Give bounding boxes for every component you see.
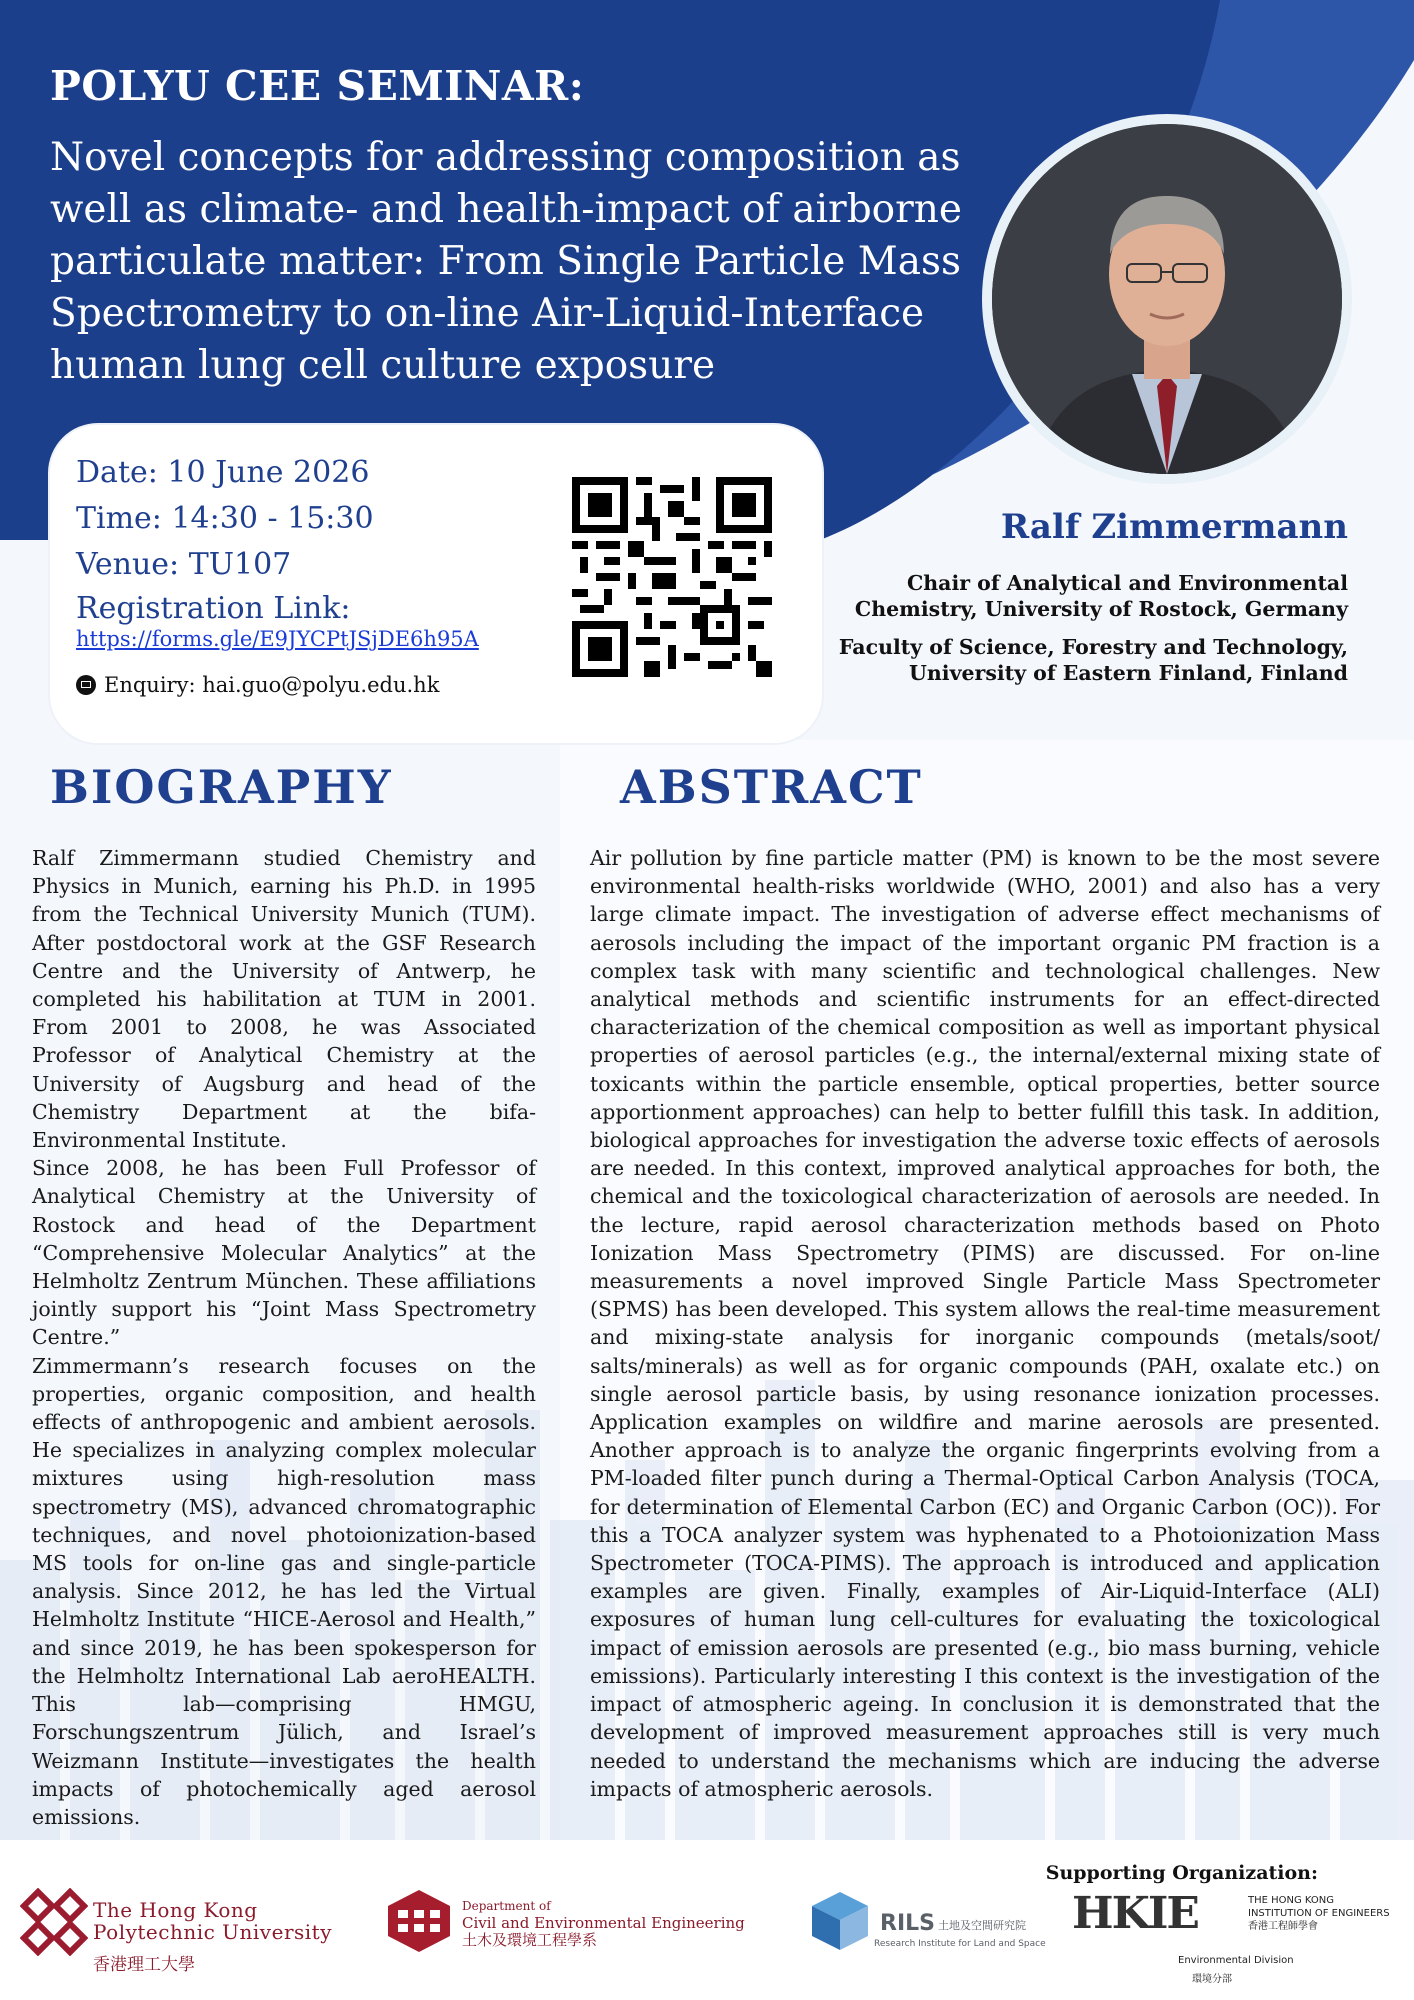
qr-code-icon[interactable]: [572, 477, 772, 677]
biography-paragraph-2: Since 2008, he has been Full Professor of Analytical Chemistry at the University of Rostock and head of the Department “Comprehensive Molecular Analytics” at the Helmholtz Zentrum München. These affiliations jointly support his “Joint Mass Spectrometry Centre.”: [32, 1156, 536, 1350]
hkie-division-cn: 環境分部: [1192, 1974, 1232, 1985]
abstract-heading: ABSTRACT: [620, 760, 923, 814]
seminar-title: Novel concepts for addressing composition as well as climate- and health-impact of airborne particulate matter: From Single Particle Mass Spectrometry to on-line Air-Liquid-Interface human lung cell culture exposure: [50, 135, 962, 388]
supporting-organization-label: Supporting Organization:: [1045, 1862, 1318, 1884]
biography-paragraph-1: Ralf Zimmermann studied Chemistry and Physics in Munich, earning his Ph.D. in 1995 from the Technical University Munich (TUM). After postdoctoral work at the GSF Research Centre and the University of Antwerp, he completed his habilitation at TUM in 2001. From 2001 to 2008, he was Associated Professor of Analytical Chemistry at the University of Augsburg and head of the Chemistry Department at the bifa-Environmental Institute.: [32, 846, 536, 1153]
hkie-name-line-1: THE HONG KONG: [1248, 1895, 1335, 1906]
event-time: Time: 14:30 - 15:30: [76, 501, 374, 536]
speaker-photo: [992, 124, 1342, 474]
biography-text: [32, 844, 536, 1831]
hkie-name-cn: 香港工程師學會: [1248, 1921, 1318, 1932]
event-venue: Venue: TU107: [76, 547, 292, 582]
speaker-name: Ralf Zimmermann: [1000, 507, 1348, 547]
speaker-affiliation-1-line-1: Chair of Analytical and Environmental: [906, 571, 1348, 595]
biography-paragraph-3: Zimmermann’s research focuses on the properties, organic composition, and health effects of anthropogenic and ambient aerosols. He specializes in analyzing complex molecular mixtures using high-resolution mass spectrometry (MS), advanced chromatographic techniques, and novel photoionization-based MS tools for on-line gas and single-particle analysis. Since 2012, he has led the Virtual Helmholtz Institute “HICE-Aerosol and Health,” and since 2019, he has been spokesperson for the Helmholtz International Lab aeroHEALTH. This lab—comprising HMGU, Forschungszentrum Jülich, and Israel’s Weizmann Institute—investigates the health impacts of photochemically aged aerosol emissions.: [32, 1353, 536, 1829]
rils-name: RILS: [880, 1911, 935, 1936]
rils-subtitle: Research Institute for Land and Space: [874, 1939, 1046, 1949]
seminar-label: POLYU CEE SEMINAR:: [50, 62, 585, 110]
registration-label: Registration Link:: [76, 591, 351, 626]
biography-heading: BIOGRAPHY: [50, 760, 393, 814]
rils-logo-icon: [810, 1890, 870, 1952]
speaker-affiliation-1-line-2: Chemistry, University of Rostock, Germany: [854, 597, 1348, 621]
hkie-name: [1248, 1894, 1390, 1933]
hkie-logo-icon: HKIE: [1072, 1888, 1198, 1939]
enquiry-text: Enquiry: hai.guo@polyu.edu.hk: [104, 673, 440, 697]
abstract-text: [590, 844, 1380, 1803]
mail-icon: [76, 675, 96, 695]
cee-department-name: Civil and Environmental Engineering: [462, 1914, 745, 1932]
polyu-name: [93, 1899, 332, 1943]
hkie-name-line-2: INSTITUTION OF ENGINEERS: [1248, 1908, 1390, 1919]
speaker-affiliation-2-line-1: Faculty of Science, Forestry and Technology,: [838, 635, 1348, 659]
cee-department-of: Department of: [462, 1899, 551, 1913]
polyu-name-cn: 香港理工大學: [93, 1955, 195, 1975]
enquiry: [76, 673, 439, 697]
event-info-card: [50, 425, 822, 743]
hkie-division: Environmental Division: [1178, 1955, 1294, 1966]
cee-department-cn: 土木及環境工程學系: [462, 1931, 598, 1949]
abstract-paragraph: Air pollution by fine particle matter (PM) is known to be the most severe environmental health-risks worldwide (WHO, 2001) and also has a very large climate impact. The investigation of adverse effect mechanisms of aerosols including the impact of the important organic PM fraction is a complex task with many scientific and technological challenges. New analytical methods and scientific instruments for an effect-directed characterization of the chemical composition as well as important physical properties of aerosol particles (e.g., the internal/external mixing state of toxicants within the particle ensemble, optical properties, better source apportionment approaches) can help to better fulfill this task. In addition, biological approaches for investigation the adverse toxic effects of aerosols are needed. In this context, improved analytical approaches for both, the chemical and the toxicological characterization of aerosols are needed. In the lecture, rapid aerosol characterization methods based on Photo Ionization Mass Spectrometry (PIMS) are discussed. For on-line measurements a novel improved Single Particle Mass Spectrometer (SPMS) has been developed. This system allows the real-time measurement and mixing-state analysis for inorganic compounds (metals/soot/ salts/minerals) as well as for organic compounds (PAH, oxalate etc.) on single aerosol particle basis, by using resonance ionization processes. Application examples on wildfire and marine aerosols are presented. Another approach is to analyze the organic fingerprints evolving from a PM-loaded filter punch during a Thermal-Optical Carbon Analysis (TOCA, for determination of Elemental Carbon (EC) and Organic Carbon (OC)). For this a TOCA analyzer system was hyphenated to a Photoionization Mass Spectrometer (TOCA-PIMS). The approach is introduced and application examples are given. Finally, examples of Air-Liquid-Interface (ALI) exposures of human lung cell-cultures for evaluating the toxicological impact of emission aerosols are presented (e.g., bio mass burning, vehicle emissions). Particularly interesting I this context is the investigation of the impact of atmospheric ageing. In conclusion it is demonstrated that the development of improved measurement approaches still is very much needed to understand the mechanisms which are inducing the adverse impacts of atmospheric aerosols.: [590, 846, 1380, 1801]
polyu-name-line-1: The Hong Kong: [93, 1898, 258, 1922]
event-date: Date: 10 June 2026: [76, 455, 370, 490]
registration-link[interactable]: https://forms.gle/E9JYCPtJSjDE6h95A: [76, 627, 479, 651]
cee-logo-icon: [384, 1886, 454, 1956]
cee-department: [462, 1898, 745, 1949]
speaker-affiliation-2-line-2: University of Eastern Finland, Finland: [909, 661, 1348, 685]
polyu-name-line-2: Polytechnic University: [93, 1920, 332, 1944]
rils-name-cn: 土地及空間研究院: [938, 1919, 1026, 1932]
polyu-logo-icon: [20, 1888, 88, 1956]
